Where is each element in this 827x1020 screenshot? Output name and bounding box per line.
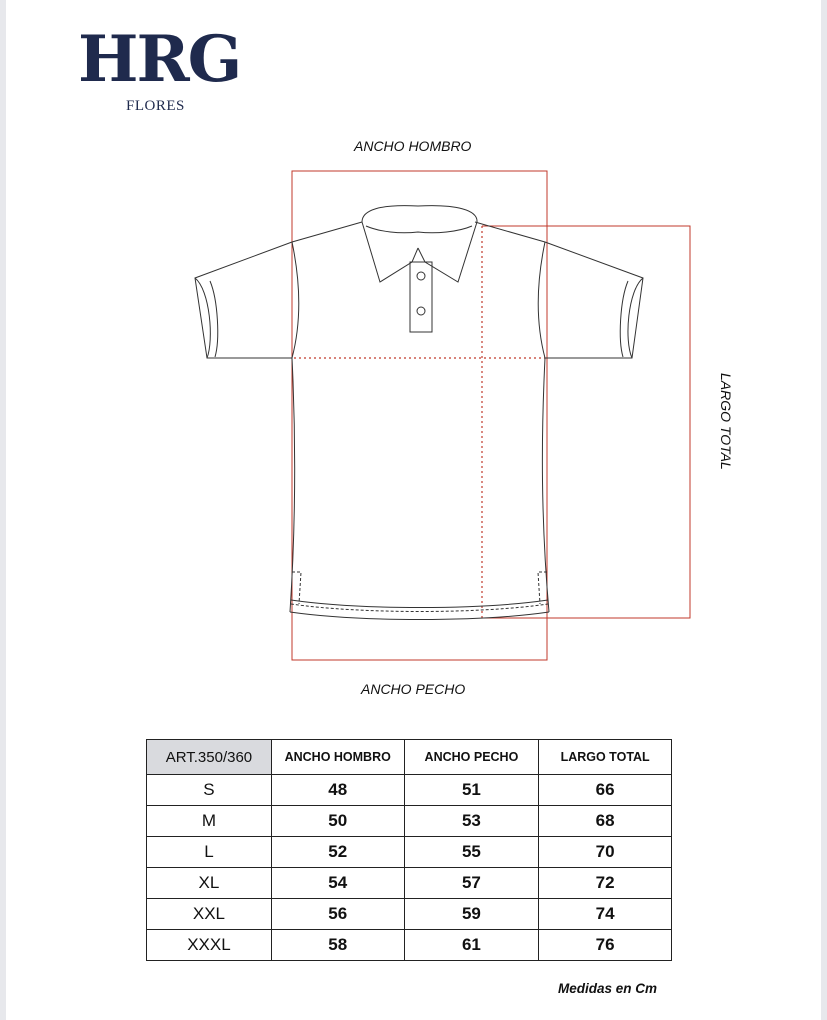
shoulder-value: 56 — [271, 899, 404, 930]
shoulder-value: 48 — [271, 775, 404, 806]
shoulder-value: 54 — [271, 868, 404, 899]
size-table — [146, 739, 672, 961]
size-cell: S — [147, 775, 272, 806]
length-value: 72 — [539, 868, 672, 899]
length-value: 68 — [539, 806, 672, 837]
size-cell: XXXL — [147, 930, 272, 961]
total-length-header: LARGO TOTAL — [539, 740, 672, 775]
chest-value: 57 — [404, 868, 539, 899]
shoulder-value: 58 — [271, 930, 404, 961]
table-row — [147, 930, 672, 961]
shoulder-width-label: ANCHO HOMBRO — [354, 138, 472, 154]
chest-width-label: ANCHO PECHO — [361, 681, 466, 697]
chest-value: 53 — [404, 806, 539, 837]
article-header: ART.350/360 — [147, 740, 272, 775]
size-cell: XL — [147, 868, 272, 899]
chest-value: 59 — [404, 899, 539, 930]
shoulder-width-header: ANCHO HOMBRO — [271, 740, 404, 775]
shoulder-value: 50 — [271, 806, 404, 837]
chest-value: 61 — [404, 930, 539, 961]
length-value: 76 — [539, 930, 672, 961]
chest-value: 55 — [404, 837, 539, 868]
brand-name: HRG — [78, 22, 241, 97]
chest-width-header: ANCHO PECHO — [404, 740, 539, 775]
length-value: 70 — [539, 837, 672, 868]
size-cell: L — [147, 837, 272, 868]
total-length-label: LARGO TOTAL — [718, 373, 734, 470]
table-row — [147, 806, 672, 837]
table-row — [147, 775, 672, 806]
brand-subtitle: FLORES — [126, 98, 185, 114]
size-cell: XXL — [147, 899, 272, 930]
units-note: Medidas en Cm — [558, 981, 658, 996]
table-row — [147, 899, 672, 930]
chest-value: 51 — [404, 775, 539, 806]
shoulder-chest-measure-box — [292, 171, 547, 660]
shoulder-value: 52 — [271, 837, 404, 868]
length-value: 66 — [539, 775, 672, 806]
size-table-header-row — [147, 740, 672, 775]
table-row — [147, 868, 672, 899]
length-value: 74 — [539, 899, 672, 930]
shirt-outline — [195, 206, 643, 620]
table-row — [147, 837, 672, 868]
length-measure-bracket — [482, 226, 690, 618]
size-cell: M — [147, 806, 272, 837]
